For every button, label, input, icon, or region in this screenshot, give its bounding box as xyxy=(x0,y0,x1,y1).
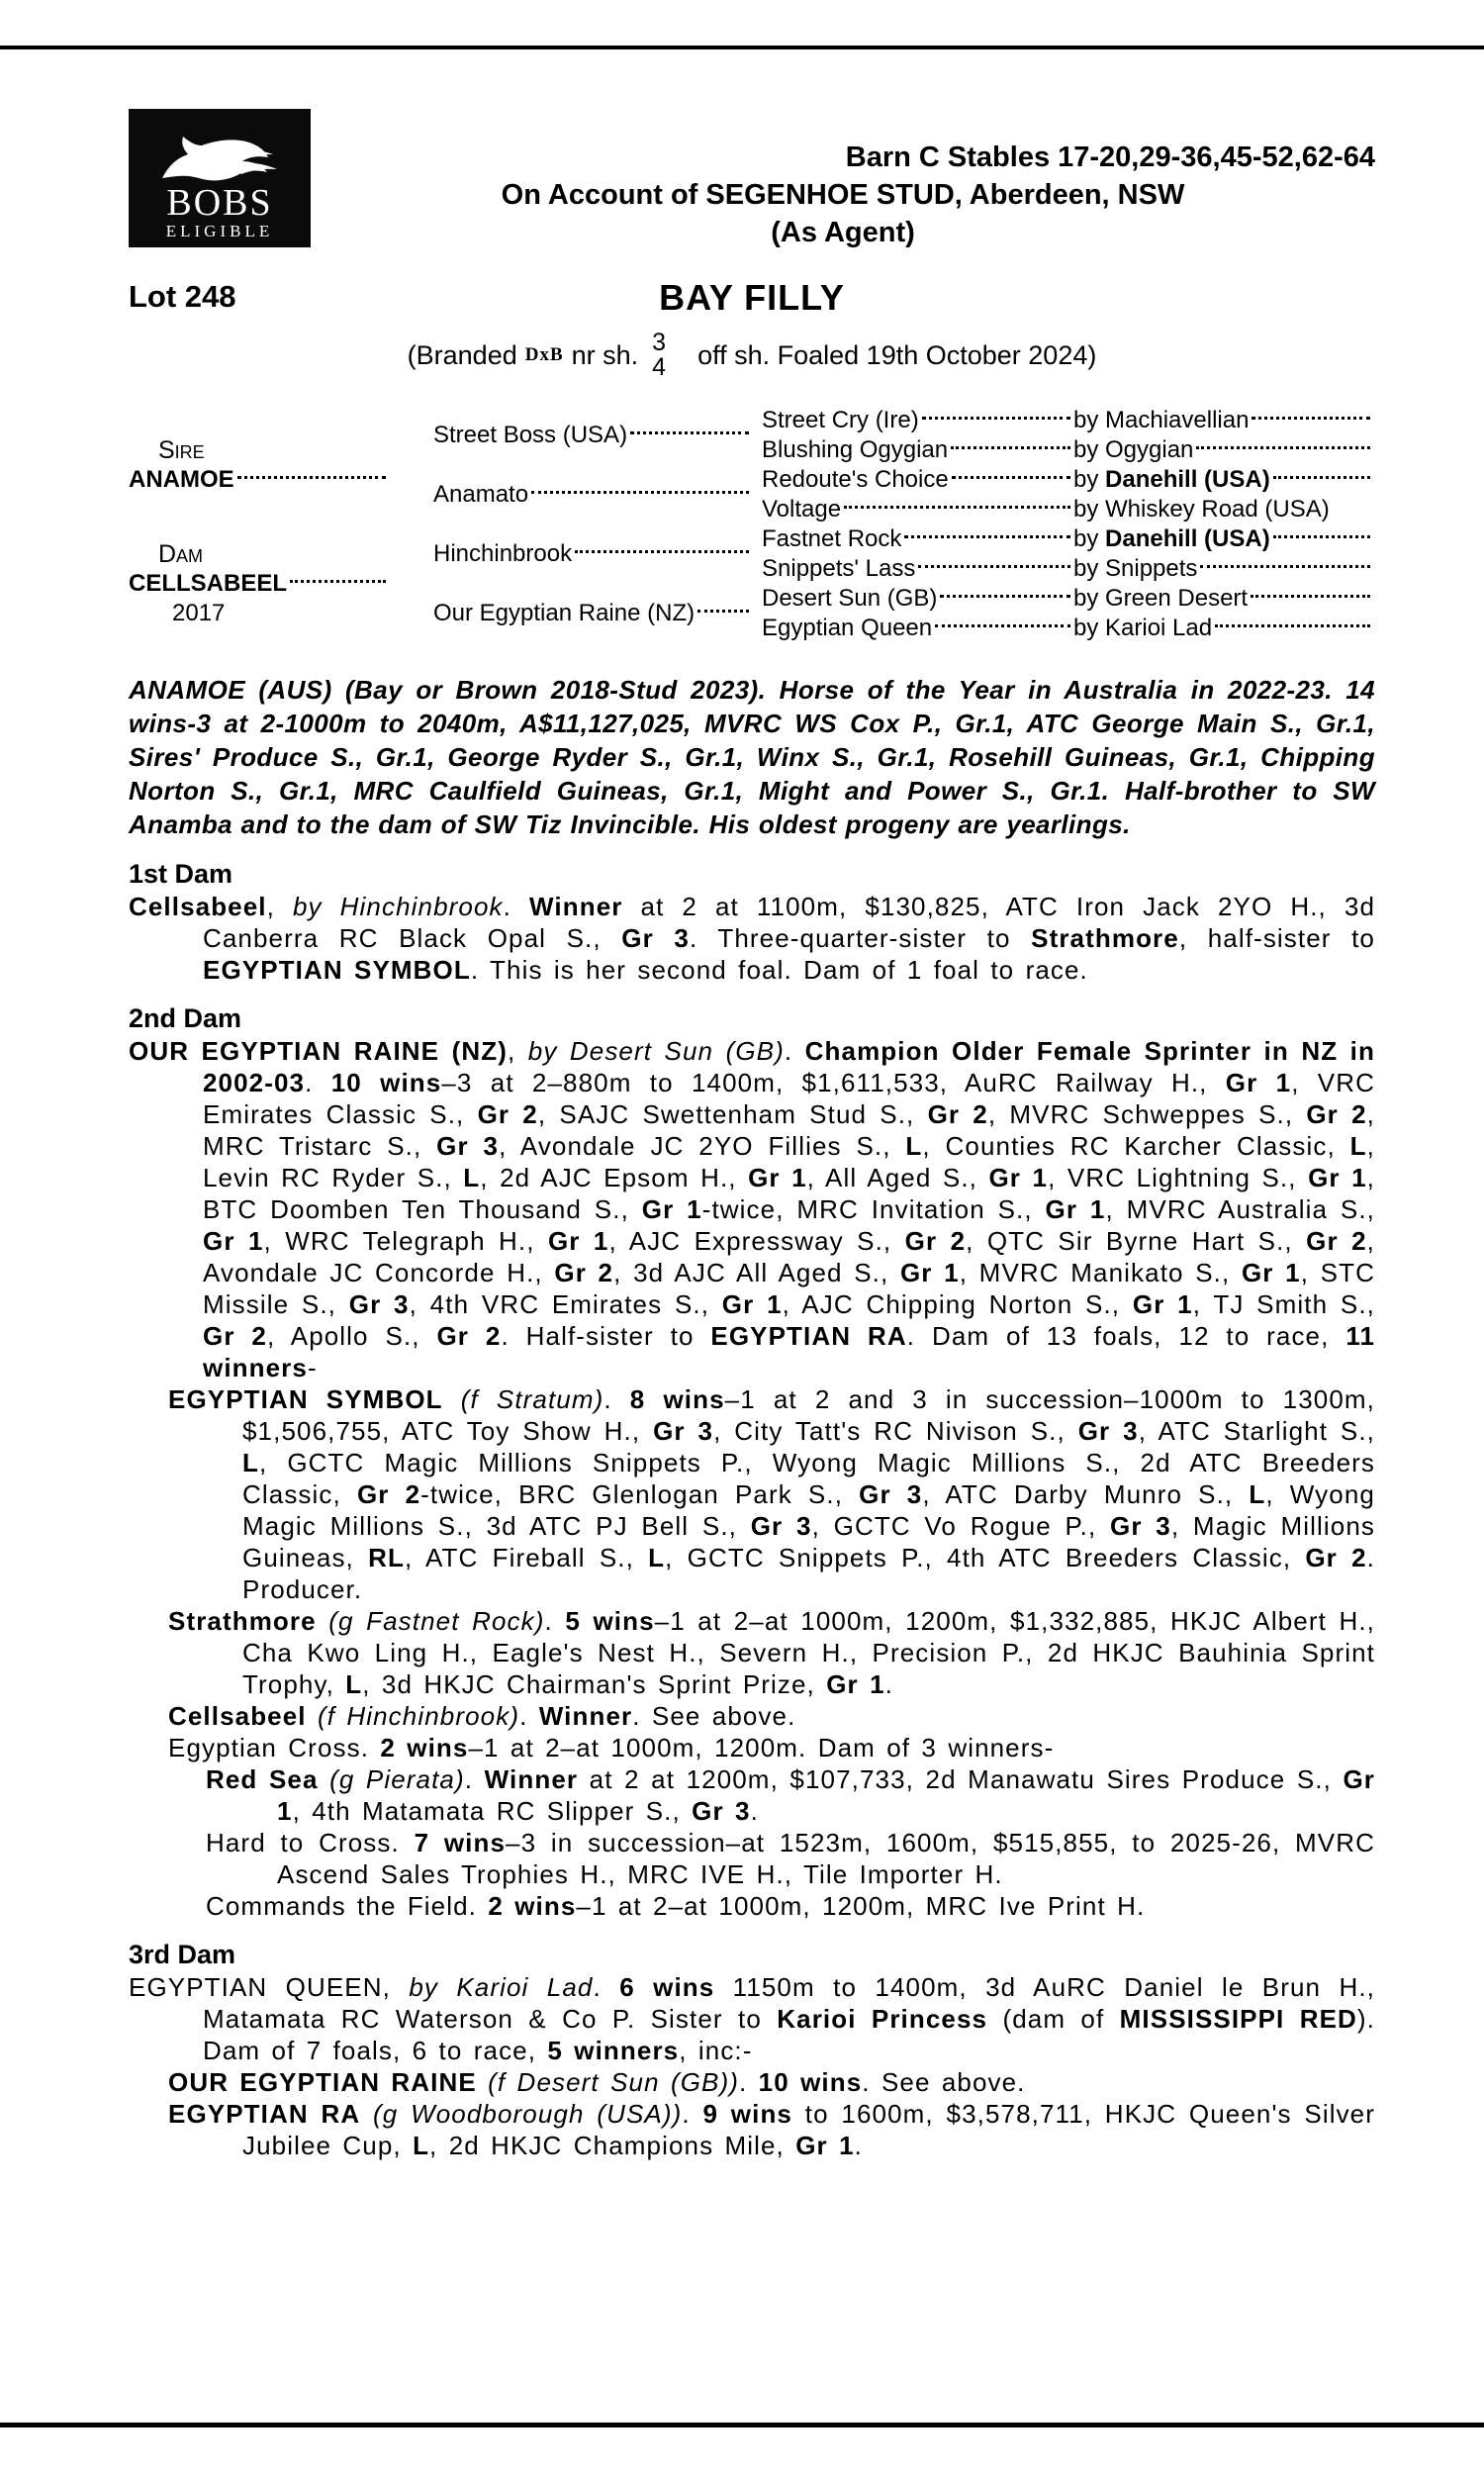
grandparent-by: by Machiavellian xyxy=(1073,406,1375,435)
parent-row xyxy=(433,524,762,584)
grandparent-name: Fastnet Rock xyxy=(762,524,1073,554)
dot-leader xyxy=(531,491,749,494)
dot-leader xyxy=(1252,417,1370,420)
sire-label: Sire xyxy=(158,436,205,464)
dam1-heading: 1st Dam xyxy=(129,859,233,889)
grandparent-name: Blushing Ogygian xyxy=(762,435,1073,465)
dot-leader xyxy=(575,550,749,553)
branded-line xyxy=(129,331,1375,380)
dot-leader xyxy=(935,624,1070,627)
grandparent-name: Redoute's Choice xyxy=(762,465,1073,495)
sire-name-row xyxy=(129,465,433,495)
parent-name: Hinchinbrook xyxy=(433,540,573,567)
parent-row xyxy=(433,465,762,524)
parent-row xyxy=(433,584,762,643)
sire-name: ANAMOE xyxy=(129,466,234,493)
dam3-heading: 3rd Dam xyxy=(129,1940,236,1969)
logo-text-bobs: BOBS xyxy=(166,182,273,224)
branded-mid: nr sh. xyxy=(571,339,639,370)
egyptian-ra-paragraph: EGYPTIAN RA (g Woodborough (USA)). 9 wins to 1600m, $3,578,711, HKJC Queen's Silver Jubilee Cup, L, 2d HKJC Champions Mile, Gr 1. xyxy=(168,2099,1375,2160)
horse-head-icon xyxy=(156,131,283,184)
bottom-rule xyxy=(0,2423,1484,2427)
dam-name-row xyxy=(129,569,433,599)
commands-the-field-paragraph: Commands the Field. 2 wins–1 at 2–at 1000m, 1200m, MRC Ive Print H. xyxy=(206,1891,1146,1921)
dam-year: 2017 xyxy=(172,600,226,626)
grandparent-name: Snippets' Lass xyxy=(762,554,1073,584)
parent-name: Street Boss (USA) xyxy=(433,422,628,448)
dot-leader xyxy=(237,476,386,479)
logo-text-eligible: ELIGIBLE xyxy=(165,222,274,240)
pedigree-table xyxy=(129,406,1375,643)
red-sea-paragraph: Red Sea (g Pierata). Winner at 2 at 1200m, $107,733, 2d Manawatu Sires Produce S., Gr 1, 4th Matamata RC Slipper S., Gr 3. xyxy=(206,1764,1375,1826)
grandparent-name: Egyptian Queen xyxy=(762,614,1073,643)
dam-label: Dam xyxy=(158,540,204,568)
grandparent-by: by Danehill (USA) xyxy=(1073,465,1375,495)
dot-leader xyxy=(1200,565,1370,568)
grandparent-by: by Whiskey Road (USA) xyxy=(1073,496,1330,523)
sire-group xyxy=(129,406,433,524)
grandparent-name: Desert Sun (GB) xyxy=(762,584,1073,614)
dot-leader xyxy=(1273,476,1370,479)
our-egyptian-raine-paragraph: OUR EGYPTIAN RAINE (f Desert Sun (GB)). 10 wins. See above. xyxy=(168,2067,1026,2097)
account-line: On Account of SEGENHOE STUD, Aberdeen, NSW xyxy=(501,179,1185,211)
dot-leader xyxy=(940,595,1070,598)
sire-race-record-paragraph: ANAMOE (AUS) (Bay or Brown 2018-Stud 2023). Horse of the Year in Australia in 2022-23. 14 wins-3 at 2-1000m to 2040m, A$11,127,025, MVRC WS Cox P., Gr.1, ATC George Main S., Gr.1, Sires' Produce S., Gr.1, George Ryder S., Gr.1, Winx S., Gr.1, Rosehill Guineas, Gr.1, Chipping Norton S., Gr.1, MRC Caulfield Guineas, Gr.1, Might and Power S., Gr.1. Half-brother to SW Anamba and to the dam of SW Tiz Invincible. His oldest progeny are yearlings. xyxy=(129,675,1375,839)
brand-mark: DxB xyxy=(524,344,564,365)
consignor-block xyxy=(311,109,1375,251)
dam2-heading: 2nd Dam xyxy=(129,1003,242,1033)
barn-line: Barn C Stables 17-20,29-36,45-52,62-64 xyxy=(845,142,1375,173)
dot-leader xyxy=(844,506,1070,509)
agent-line: (As Agent) xyxy=(771,217,915,248)
brand-fraction-numerator: 3 xyxy=(652,329,667,356)
grandparent-by: by Green Desert xyxy=(1073,584,1375,614)
brand-fraction-denominator: 4 xyxy=(652,353,667,381)
dot-leader xyxy=(1273,535,1370,538)
dam-name: CELLSABEEL xyxy=(129,570,288,597)
cellsabeel-paragraph: Cellsabeel (f Hinchinbrook). Winner. See above. xyxy=(168,1701,796,1731)
dot-leader xyxy=(904,535,1070,538)
parent-name: Our Egyptian Raine (NZ) xyxy=(433,600,696,626)
lot-title-row xyxy=(129,277,1375,323)
grandparent-name: Voltage xyxy=(762,495,1073,524)
branded-suffix: off sh. Foaled 19th October 2024) xyxy=(697,339,1097,370)
grandparent-by: by Ogygian xyxy=(1073,435,1375,465)
dot-leader xyxy=(952,476,1070,479)
strathmore-paragraph: Strathmore (g Fastnet Rock). 5 wins–1 at 2–at 1000m, 1200m, $1,332,885, HKJC Albert H., Cha Kwo Ling H., Eagle's Nest H., Severn H., Precision P., 2d HKJC Bauhinia Sprint Trophy, L, 3d HKJC Chairman's Sprint Prize, Gr 1. xyxy=(168,1606,1375,1699)
grandparent-by: by Karioi Lad xyxy=(1073,614,1375,643)
dam-group xyxy=(129,524,433,643)
grandparent-by: by Danehill (USA) xyxy=(1073,524,1375,554)
dot-leader xyxy=(1251,595,1370,598)
parent-row xyxy=(433,406,762,465)
dot-leader xyxy=(951,446,1070,449)
dot-leader xyxy=(918,565,1070,568)
dam1-paragraph: Cellsabeel, by Hinchinbrook. Winner at 2 at 1100m, $130,825, ATC Iron Jack 2YO H., 3d Canberra RC Black Opal S., Gr 3. Three-quarter-sister to Strathmore, half-sister to EGYPTIAN SYMBOL. This is her second foal. Dam of 1 foal to race. xyxy=(129,892,1376,985)
page-title: BAY FILLY xyxy=(659,277,845,318)
dam3-paragraph: EGYPTIAN QUEEN, by Karioi Lad. 6 wins 1150m to 1400m, 3d AuRC Daniel le Brun H., Matamata RC Waterson & Co P. Sister to Karioi Princess (dam of MISSISSIPPI RED). Dam of 7 foals, 6 to race, 5 winners, inc:- xyxy=(129,1972,1376,2065)
parent-name: Anamato xyxy=(433,481,529,508)
branded-prefix: (Branded xyxy=(407,339,517,370)
dot-leader xyxy=(1215,624,1370,627)
dot-leader xyxy=(697,610,749,613)
dot-leader xyxy=(290,580,386,583)
bobs-eligible-logo xyxy=(129,109,311,247)
dam2-paragraph: OUR EGYPTIAN RAINE (NZ), by Desert Sun (GB). Champion Older Female Sprinter in NZ in 2002-03. 10 wins–3 at 2–880m to 1400m, $1,611,533, AuRC Railway H., Gr 1, VRC Emirates Classic S., Gr 2, SAJC Swettenham Stud S., Gr 2, MVRC Schweppes S., Gr 2, MRC Tristarc S., Gr 3, Avondale JC 2YO Fillies S., L, Counties RC Karcher Classic, L, Levin RC Ryder S., L, 2d AJC Epsom H., Gr 1, All Aged S., Gr 1, VRC Lightning S., Gr 1, BTC Doomben Ten Thousand S., Gr 1-twice, MRC Invitation S., Gr 1, MVRC Australia S., Gr 1, WRC Telegraph H., Gr 1, AJC Expressway S., Gr 2, QTC Sir Byrne Hart S., Gr 2, Avondale JC Concorde H., Gr 2, 3d AJC All Aged S., Gr 1, MVRC Manikato S., Gr 1, STC Missile S., Gr 3, 4th VRC Emirates S., Gr 1, AJC Chipping Norton S., Gr 1, TJ Smith S., Gr 2, Apollo S., Gr 2. Half-sister to EGYPTIAN RA. Dam of 13 foals, 12 to race, 11 winners- xyxy=(129,1036,1376,1382)
egyptian-cross-paragraph: Egyptian Cross. 2 wins–1 at 2–at 1000m, 1200m. Dam of 3 winners- xyxy=(168,1733,1055,1762)
brand-fraction xyxy=(652,331,666,380)
grandparent-name: Street Cry (Ire) xyxy=(762,406,1073,435)
dot-leader xyxy=(1196,446,1370,449)
hard-to-cross-paragraph: Hard to Cross. 7 wins–3 in succession–at 1523m, 1600m, $515,855, to 2025-26, MVRC Ascend Sales Trophies H., MRC IVE H., Tile Importer H. xyxy=(206,1828,1376,1889)
egyptian-symbol-paragraph: EGYPTIAN SYMBOL (f Stratum). 8 wins–1 at 2 and 3 in succession–1000m to 1300m, $1,506,755, ATC Toy Show H., Gr 3, City Tatt's RC Nivison S., Gr 3, ATC Starlight S., L, GCTC Magic Millions Snippets P., Wyong Magic Millions S., 2d ATC Breeders Classic, Gr 2-twice, BRC Glenlogan Park S., Gr 3, ATC Darby Munro S., L, Wyong Magic Millions S., 3d ATC PJ Bell S., Gr 3, GCTC Vo Rogue P., Gr 3, Magic Millions Guineas, RL, ATC Fireball S., L, GCTC Snippets P., 4th ATC Breeders Classic, Gr 2. Producer. xyxy=(168,1384,1375,1604)
top-rule xyxy=(0,46,1484,49)
dot-leader xyxy=(922,417,1070,420)
dot-leader xyxy=(630,431,749,434)
header xyxy=(129,109,1375,251)
lot-number: Lot 248 xyxy=(129,279,236,314)
grandparent-by: by Snippets xyxy=(1073,554,1375,584)
